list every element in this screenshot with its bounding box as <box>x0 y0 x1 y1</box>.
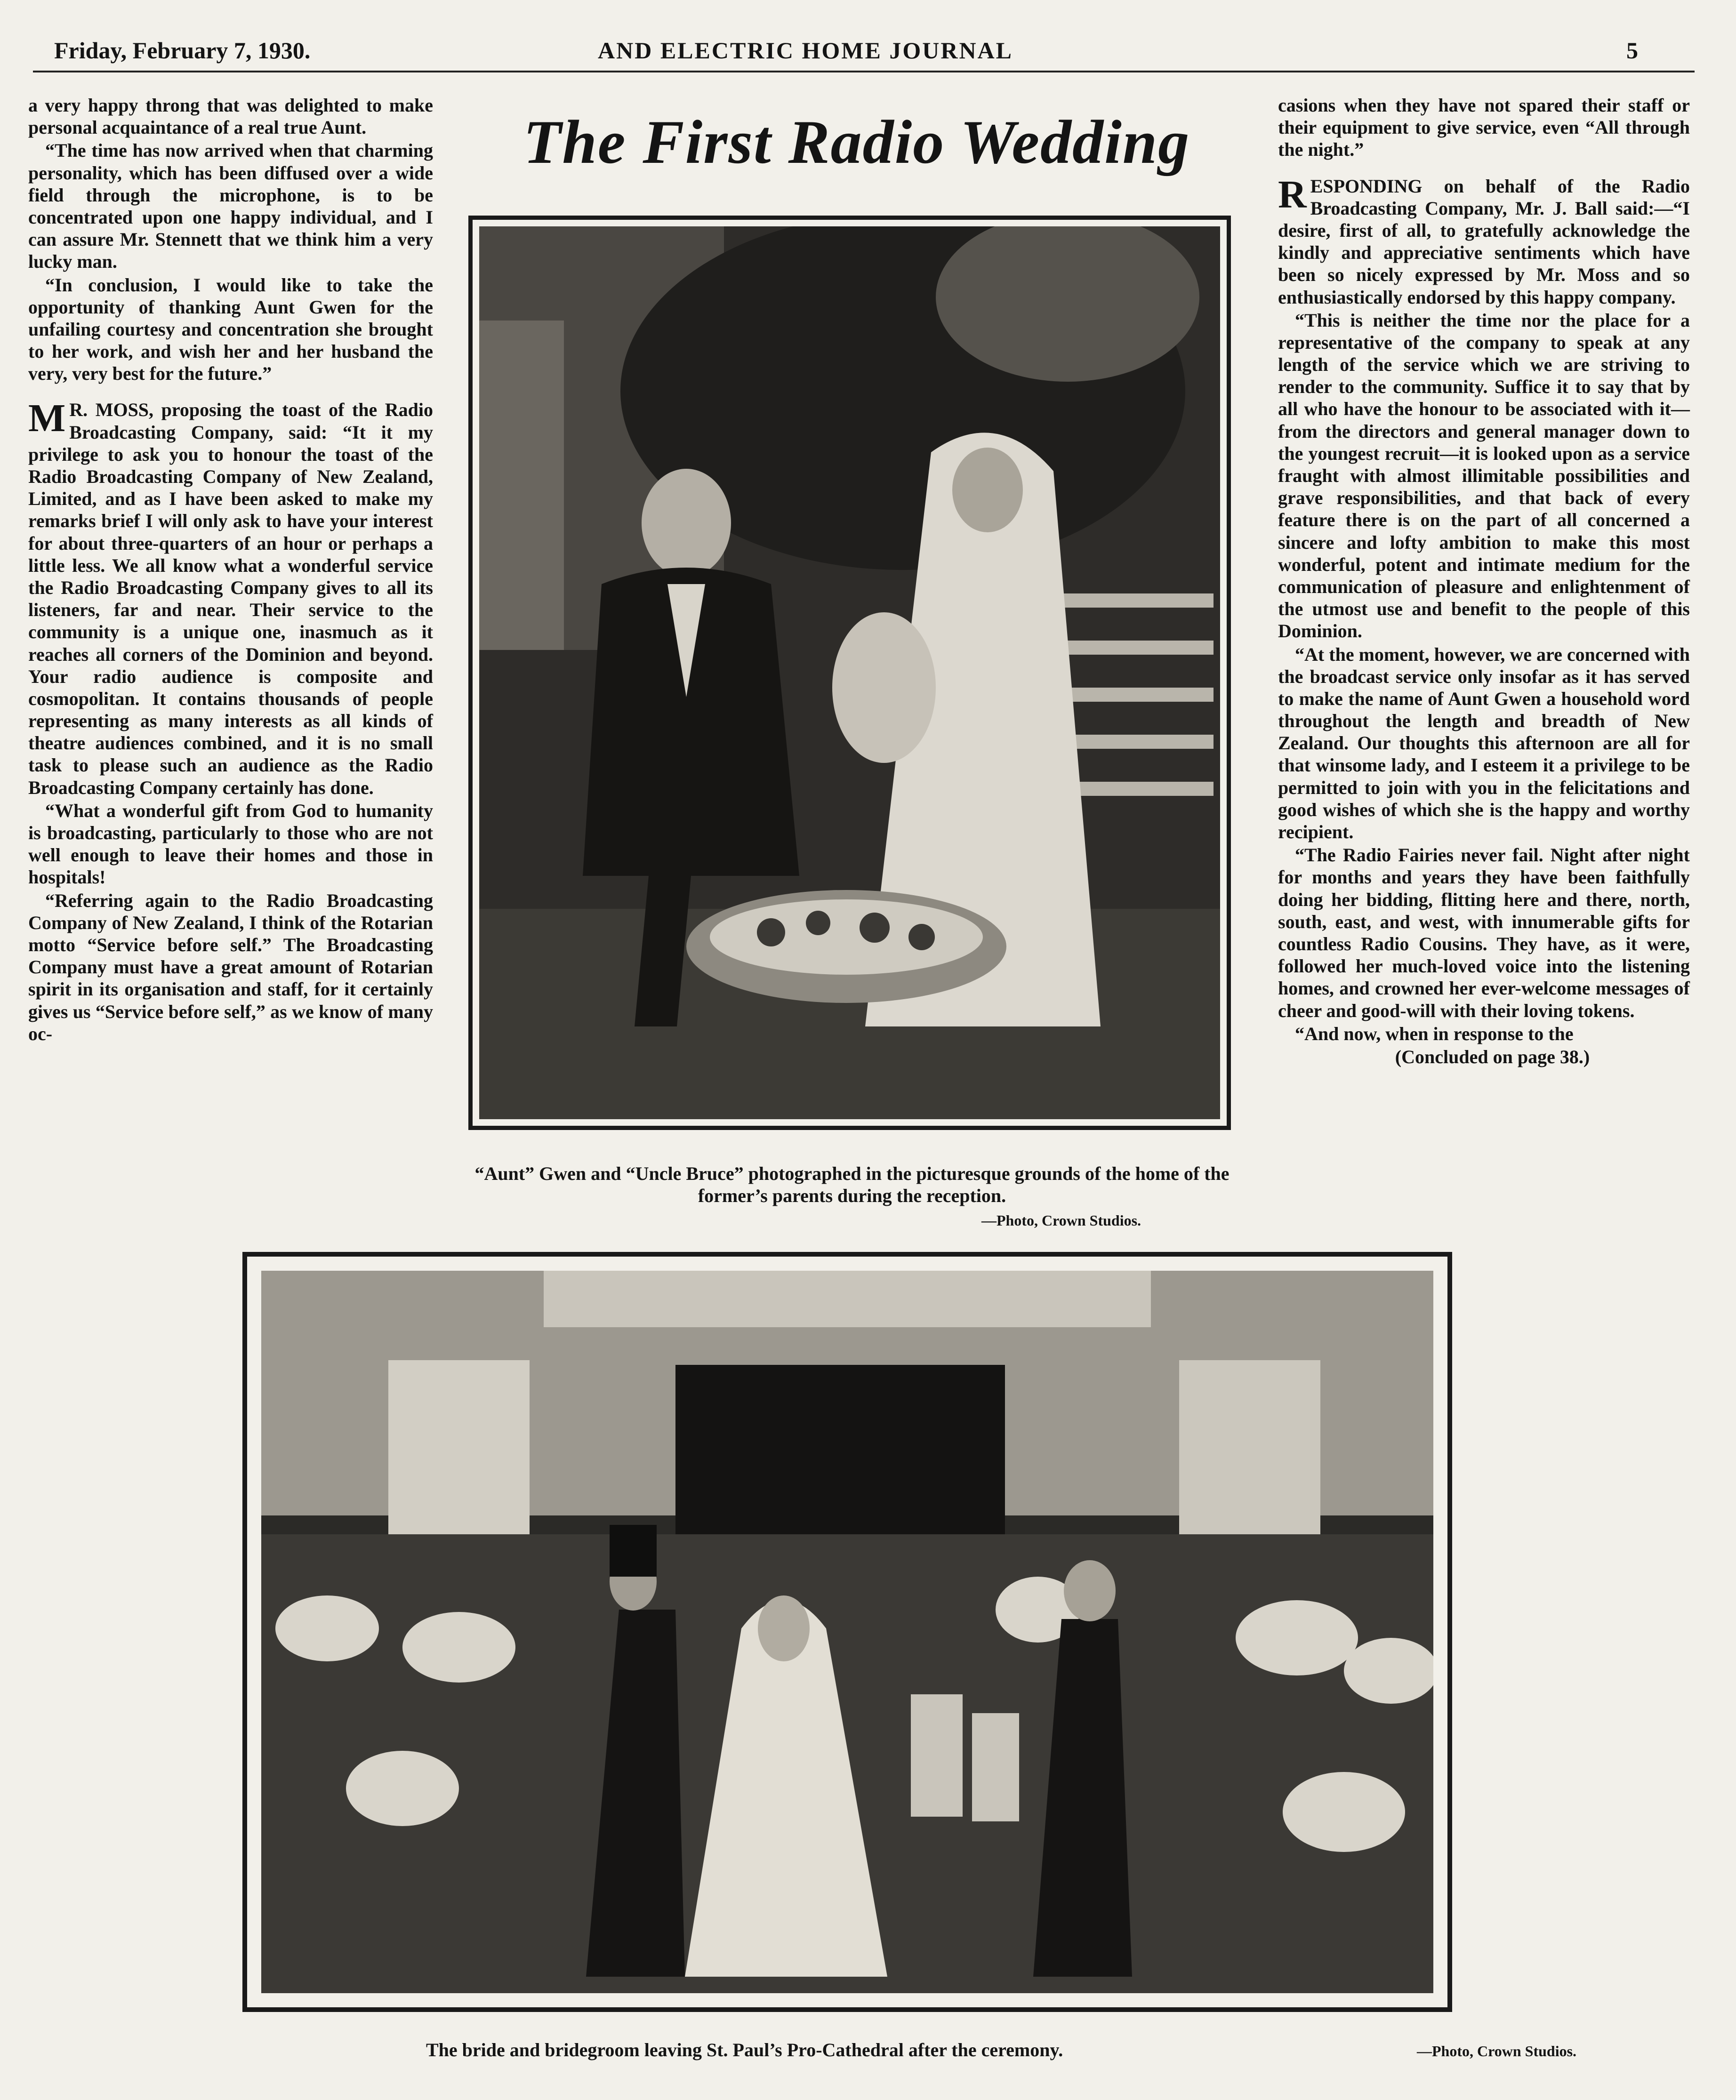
drop-cap-m: M <box>28 396 66 441</box>
right-paragraph-5: “The Radio Fairies never fail. Night after night for months and years they have been faithfully doing her bidding, flitting here and there, north, south, east, and west, with innumerable gifts for countless Radio Cousins. They have, as it were, followed her much-loved voice into the listening homes, and crowned her ever-welcome messages of cheer and good-will with their loving tokens. <box>1278 844 1690 1021</box>
right-paragraph-2-text: ESPONDING on behalf of the Radio Broadcasting Company, Mr. J. Ball said:—“I desire, first of all, to gratefully acknowledge the kindly and appreciative sentiments which have been so nicely expressed by Mr. Moss and so enthusiastically endorsed by this happy company. <box>1278 175 1690 308</box>
right-paragraph-3: “This is neither the time nor the place for a representative of the company to speak at any length of the service which we are striving to render to the community. Suffice it to say that by all who have the honour to be associated with it—from the directors and general manager down to the youngest recruit—it is looked upon as a service fraught with almost illimitable possibilities and grave responsibilities, and that back of every feature there is on the part of all concerned a sincere and lofty ambition to make this most wonderful, potent and intimate medium for the communication of pleasure and enlightenment of the utmost use and benefit to the people of this Dominion. <box>1278 309 1690 642</box>
drop-cap-r: R <box>1278 172 1307 216</box>
right-paragraph-4: “At the moment, however, we are concerned with the broadcast service only insofar as it has served to make the name of Aunt Gwen a household word throughout the length and breadth of New Zealand. Our thoughts this afternoon are all for that winsome lady, and I esteem it a privilege to be permitted to join with you in the felicitations and good wishes of which she is the happy and worthy recipient. <box>1278 643 1690 842</box>
left-paragraph-4-text: R. MOSS, proposing the toast of the Radio Broadcasting Company, said: “It it my privilege to ask you to honour the toast of the Radio Broadcasting Company of New Zealand, Limited, and as I have been asked to make my remarks brief I will only ask to have your interest for about three-quarters of an hour or perhaps a little less. We all know what a wonderful service the Radio Broadcasting Company gives to all its listeners, far and near. Their service to the community is a unique one, inasmuch as it reaches all corners of the Dominion and beyond. Your radio audience is composite and cosmopolitan. It contains thousands of people representing as many interests as all kinds of theatre audiences combined, and it is no small task to please such an audience as the Radio Broadcasting Company certainly has done. <box>28 399 433 798</box>
right-paragraph-1: casions when they have not spared their staff or their equipment to give service, even “All through the night.” <box>1278 95 1690 160</box>
right-paragraph-2 <box>1278 172 1690 308</box>
header-journal-title: AND ELECTRIC HOME JOURNAL <box>598 37 1013 64</box>
left-column <box>28 94 433 1233</box>
left-paragraph-2: “The time has now arrived when that charming personality, which has been diffused over a wide field through the microphone, is to be concentrated upon one happy individual, and I can assure Mr. Stennett that we think him a very lucky man. <box>28 140 433 273</box>
photo-cathedral-credit: —Photo, Crown Studios. <box>1417 2043 1577 2060</box>
photo-reception <box>468 216 1231 1130</box>
article-title: The First Radio Wedding <box>523 107 1190 176</box>
right-column <box>1278 94 1690 1242</box>
left-paragraph-5: “What a wonderful gift from God to humanity is broadcasting, particularly to those who are not well enough to leave their homes and those in hospitals! <box>28 800 433 888</box>
photo-reception-caption: “Aunt” Gwen and “Uncle Bruce” photographed in the picturesque grounds of the home of the former’s parents during the reception. <box>474 1163 1230 1206</box>
left-paragraph-3: “In conclusion, I would like to take the opportunity of thanking Aunt Gwen for the unfailing courtesy and concentration she brought to her work, and wish her and her husband the very, very best for the future.” <box>28 274 433 385</box>
page-number: 5 <box>1626 37 1638 64</box>
photo-reception-credit: —Photo, Crown Studios. <box>981 1212 1141 1229</box>
header-date: Friday, February 7, 1930. <box>54 37 311 64</box>
left-paragraph-6: “Referring again to the Radio Broadcasting Company of New Zealand, I think of the Rotarian motto “Service before self.” The Broadcasting Company must have a great amount of Rotarian spirit in its organisation and staff, for it certainly gives us “Service before self,” as we know of many oc- <box>28 890 433 1044</box>
continued-note: (Concluded on page 38.) <box>1395 1046 1590 1067</box>
photo-reception-image <box>479 226 1220 1119</box>
left-paragraph-1: a very happy throng that was delighted to make personal acquaintance of a real true Aunt. <box>28 95 433 138</box>
photo-cathedral-image <box>261 1271 1433 1993</box>
header-rule <box>33 71 1695 72</box>
photo-cathedral-caption: The bride and bridegroom leaving St. Paul’s Pro-Cathedral after the ceremony. <box>426 2039 1063 2060</box>
right-paragraph-6: “And now, when in response to the <box>1295 1023 1574 1044</box>
photo-cathedral <box>242 1252 1452 2012</box>
left-paragraph-4 <box>28 396 433 798</box>
